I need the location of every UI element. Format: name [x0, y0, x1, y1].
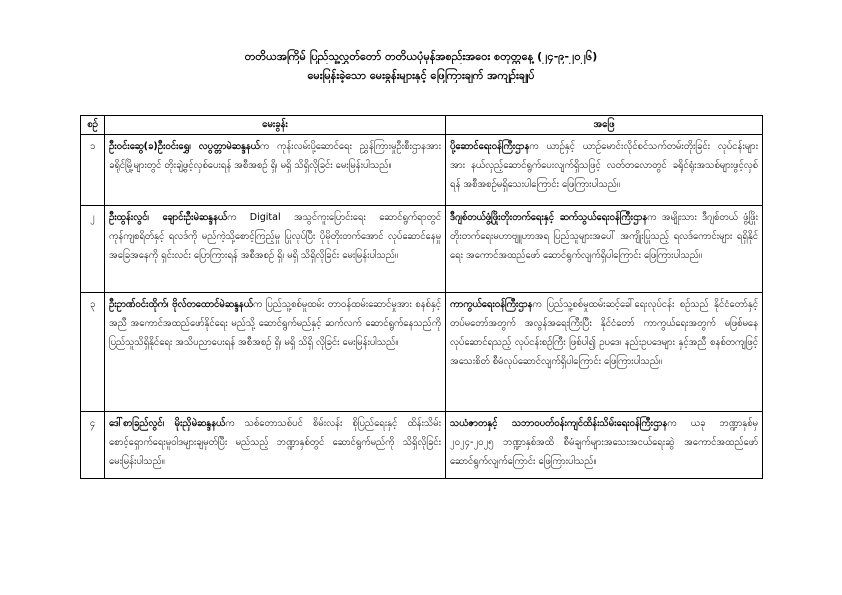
question-text: က သစ်တောသစ်ပင် စိမ်းလန်း စိုပြည်ရေးနှင့် ထိန်းသိမ်းစောင့်ရှောက်ရေးမူဝါဒများချမှတ်ပြီး မည်သည့် ဘဏ္ဍာနှစ်တွင် ဆောင်ရွက်မည်ကို သိရှိလိုခြင်း မေးမြန်းပါသည်။ [109, 418, 441, 467]
question-text: က Digital အသွင်ကူးပြောင်းရေး ဆောင်ရွက်ရာတွင် ကုန်ကျစရိတ်နှင့် ရလဒ်ကို မည်ကဲ့သို့စောင့်ကြည့်မှု ပြုလုပ်ပြီး ပိုမိုတိုးတက်အောင် လုပ်ဆောင်နေမှု အခြေအနေကို ရှင်းလင်း ပြောကြားရန် အစီအစဉ် ရှိ၊ မရှိ သိရှိလိုခြင်း မေးမြန်းပါသည်။ [109, 212, 441, 261]
table-row [81, 135, 763, 206]
ministry-name: ပို့ဆောင်ရေးဝန်ကြီးဌာန [450, 141, 530, 152]
row-number: ၃ [81, 293, 105, 412]
question-text: က ပြည်သူ့စစ်မှုထမ်း တာဝန်ထမ်းဆောင်မှုအား စနစ်နှင့်အညီ အကောင်အထည်ဖော်နိုင်ရေး မည်သို့ ဆောင်ရွက်မည်နှင့် ဆက်လက် ဆောင်ရွက်နေသည်ကို ပြည်သူသိရှိနိုင်ရေး အသိပညာပေးရန် အစီအစဉ် ရှိ၊ မရှိ သိရှိ လိုခြင်း မေးမြန်းပါသည်။ [109, 299, 442, 348]
document-title: တတိယအကြိမ် ပြည်သူ့လွှတ်တော် တတိယပုံမှန်အစည်းအဝေး စတုတ္ထနေ့ (၂၄-၉-၂၀၂၆) [244, 50, 598, 63]
row-number: ၁ [81, 135, 105, 206]
row-number: ၄ [81, 412, 105, 479]
table-row [81, 293, 763, 412]
answer-text: က ပြည်သူ့စစ်မှုထမ်းဆင့်ခေါ်ရေးလုပ်ငန်း စဉ်သည် နိုင်ငံတော်နှင့် တပ်မတော်အတွက် အလွန်အရေးကြီးပြီး နိုင်ငံတော် ကာကွယ်ရေးအတွက် မဖြစ်မနေ လုပ်ဆောင်ရသည့် လုပ်ငန်းစဉ်ကြီး ဖြစ်ပါ၍ ဥပဒေ၊ နည်းဥပဒေများ နှင့်အညီ စနစ်တကျဖြင့် အသေးစိတ် စီမံလုပ်ဆောင်လျက်ရှိပါကြောင်း ဖြေကြားပါသည်။ [450, 299, 758, 367]
table-row [81, 412, 763, 479]
ministry-name: ဒီဂျစ်တယ်ဖွံ့ဖြိုးတိုးတက်ရေးနှင့် ဆက်သွယ်ရေးဝန်ကြီးဌာန [450, 212, 648, 223]
answer-cell [446, 135, 763, 206]
answer-text: က အမျိုးသား ဒီဂျစ်တယ် ဖွံ့ဖြိုးတိုးတက်ရေးမဟာဗျူဟာအရ ပြည်သူများအပေါ် အကျိုးပြုသည့် ရလဒ်ကောင်းများ ရရှိနိုင်ရေး အကောင်အထည်ဖော် ဆောင်ရွက်လျက်ရှိပါကြောင်း ဖြေကြားပါသည်။ [450, 212, 758, 261]
row-number: ၂ [81, 206, 105, 293]
answer-text: က ယခု ဘဏ္ဍာနှစ်မှ ၂၀၂၄-၂၀၂၅ ဘဏ္ဍာနှစ်အထိ စီမံချက်များအသေးအငယ်ရေးဆွဲ အကောင်အထည်ဖော် ဆောင်ရွက်လျက်ကြောင်း ဖြေကြားပါသည်။ [450, 418, 758, 467]
ministry-name: ကာကွယ်ရေးဝန်ကြီးဌာန [450, 299, 533, 310]
question-cell [105, 293, 446, 412]
question-cell [105, 206, 446, 293]
questioner-name: ဒေါ်စာခြည်လွင်၊ မိုးညှိမဲဆန္ဒနယ် [109, 418, 226, 429]
questioner-name: ဦးထွန်းလွင်၊ ချောင်းဦးမဲဆန္ဒနယ် [109, 212, 228, 223]
header-no: စဉ် [81, 116, 105, 135]
header-answer: အဖြေ [446, 116, 763, 135]
document-subtitle: မေးမြန်းခဲ့သော မေးခွန်းများနှင့် ဖြေကြားချက် အကျဉ်းချုပ် [307, 69, 535, 82]
answer-cell [446, 206, 763, 293]
table-header-row [81, 116, 763, 135]
qa-table [80, 115, 763, 479]
questioner-name: ဦးဝင်းဆွေ(ခ)ဦးဝင်းရွှေ၊ လပွတ္တာမဲဆန္ဒနယ် [109, 141, 260, 152]
question-cell [105, 412, 446, 479]
table-row [81, 206, 763, 293]
answer-cell [446, 293, 763, 412]
answer-text: က ယာဉ်နှင့် ယာဉ်မောင်းလိုင်စင်သက်တမ်းတိုးခြင်း လုပ်ငန်းများအား နယ်လှည့်ဆောင်ရွက်ပေးလျက်ရှိသဖြင့် လတ်တလောတွင် ခရိုင်ရုံးအသစ်များဖွင့်လှစ်ရန် အစီအစဉ်မရှိသေးပါကြောင်း ဖြေကြားပါသည်။ [450, 141, 758, 190]
ministry-name: သယံဇာတနှင့် သဘာဝပတ်ဝန်းကျင်ထိန်းသိမ်းရေးဝန်ကြီးဌာန [450, 418, 668, 429]
questioner-name: ဦးဥာဏ်ဝင်းထိုက်၊ ဗိုလ်တထောင်မဲဆန္ဒနယ် [109, 299, 253, 310]
header-question: မေးခွန်း [105, 116, 446, 135]
question-text: က ကုန်းလမ်းပို့ဆောင်ရေး ညွှန်ကြားမှုဦးစီးဌာနအား ခရိုင်မြို့များတွင် တိုးချဲ့ဖွင့်လှစ်ပေးရန် အစီအစဉ် ရှိ၊ မရှိ သိရှိလိုခြင်း မေးမြန်းပါသည်။ [109, 141, 441, 171]
answer-cell [446, 412, 763, 479]
question-cell [105, 135, 446, 206]
